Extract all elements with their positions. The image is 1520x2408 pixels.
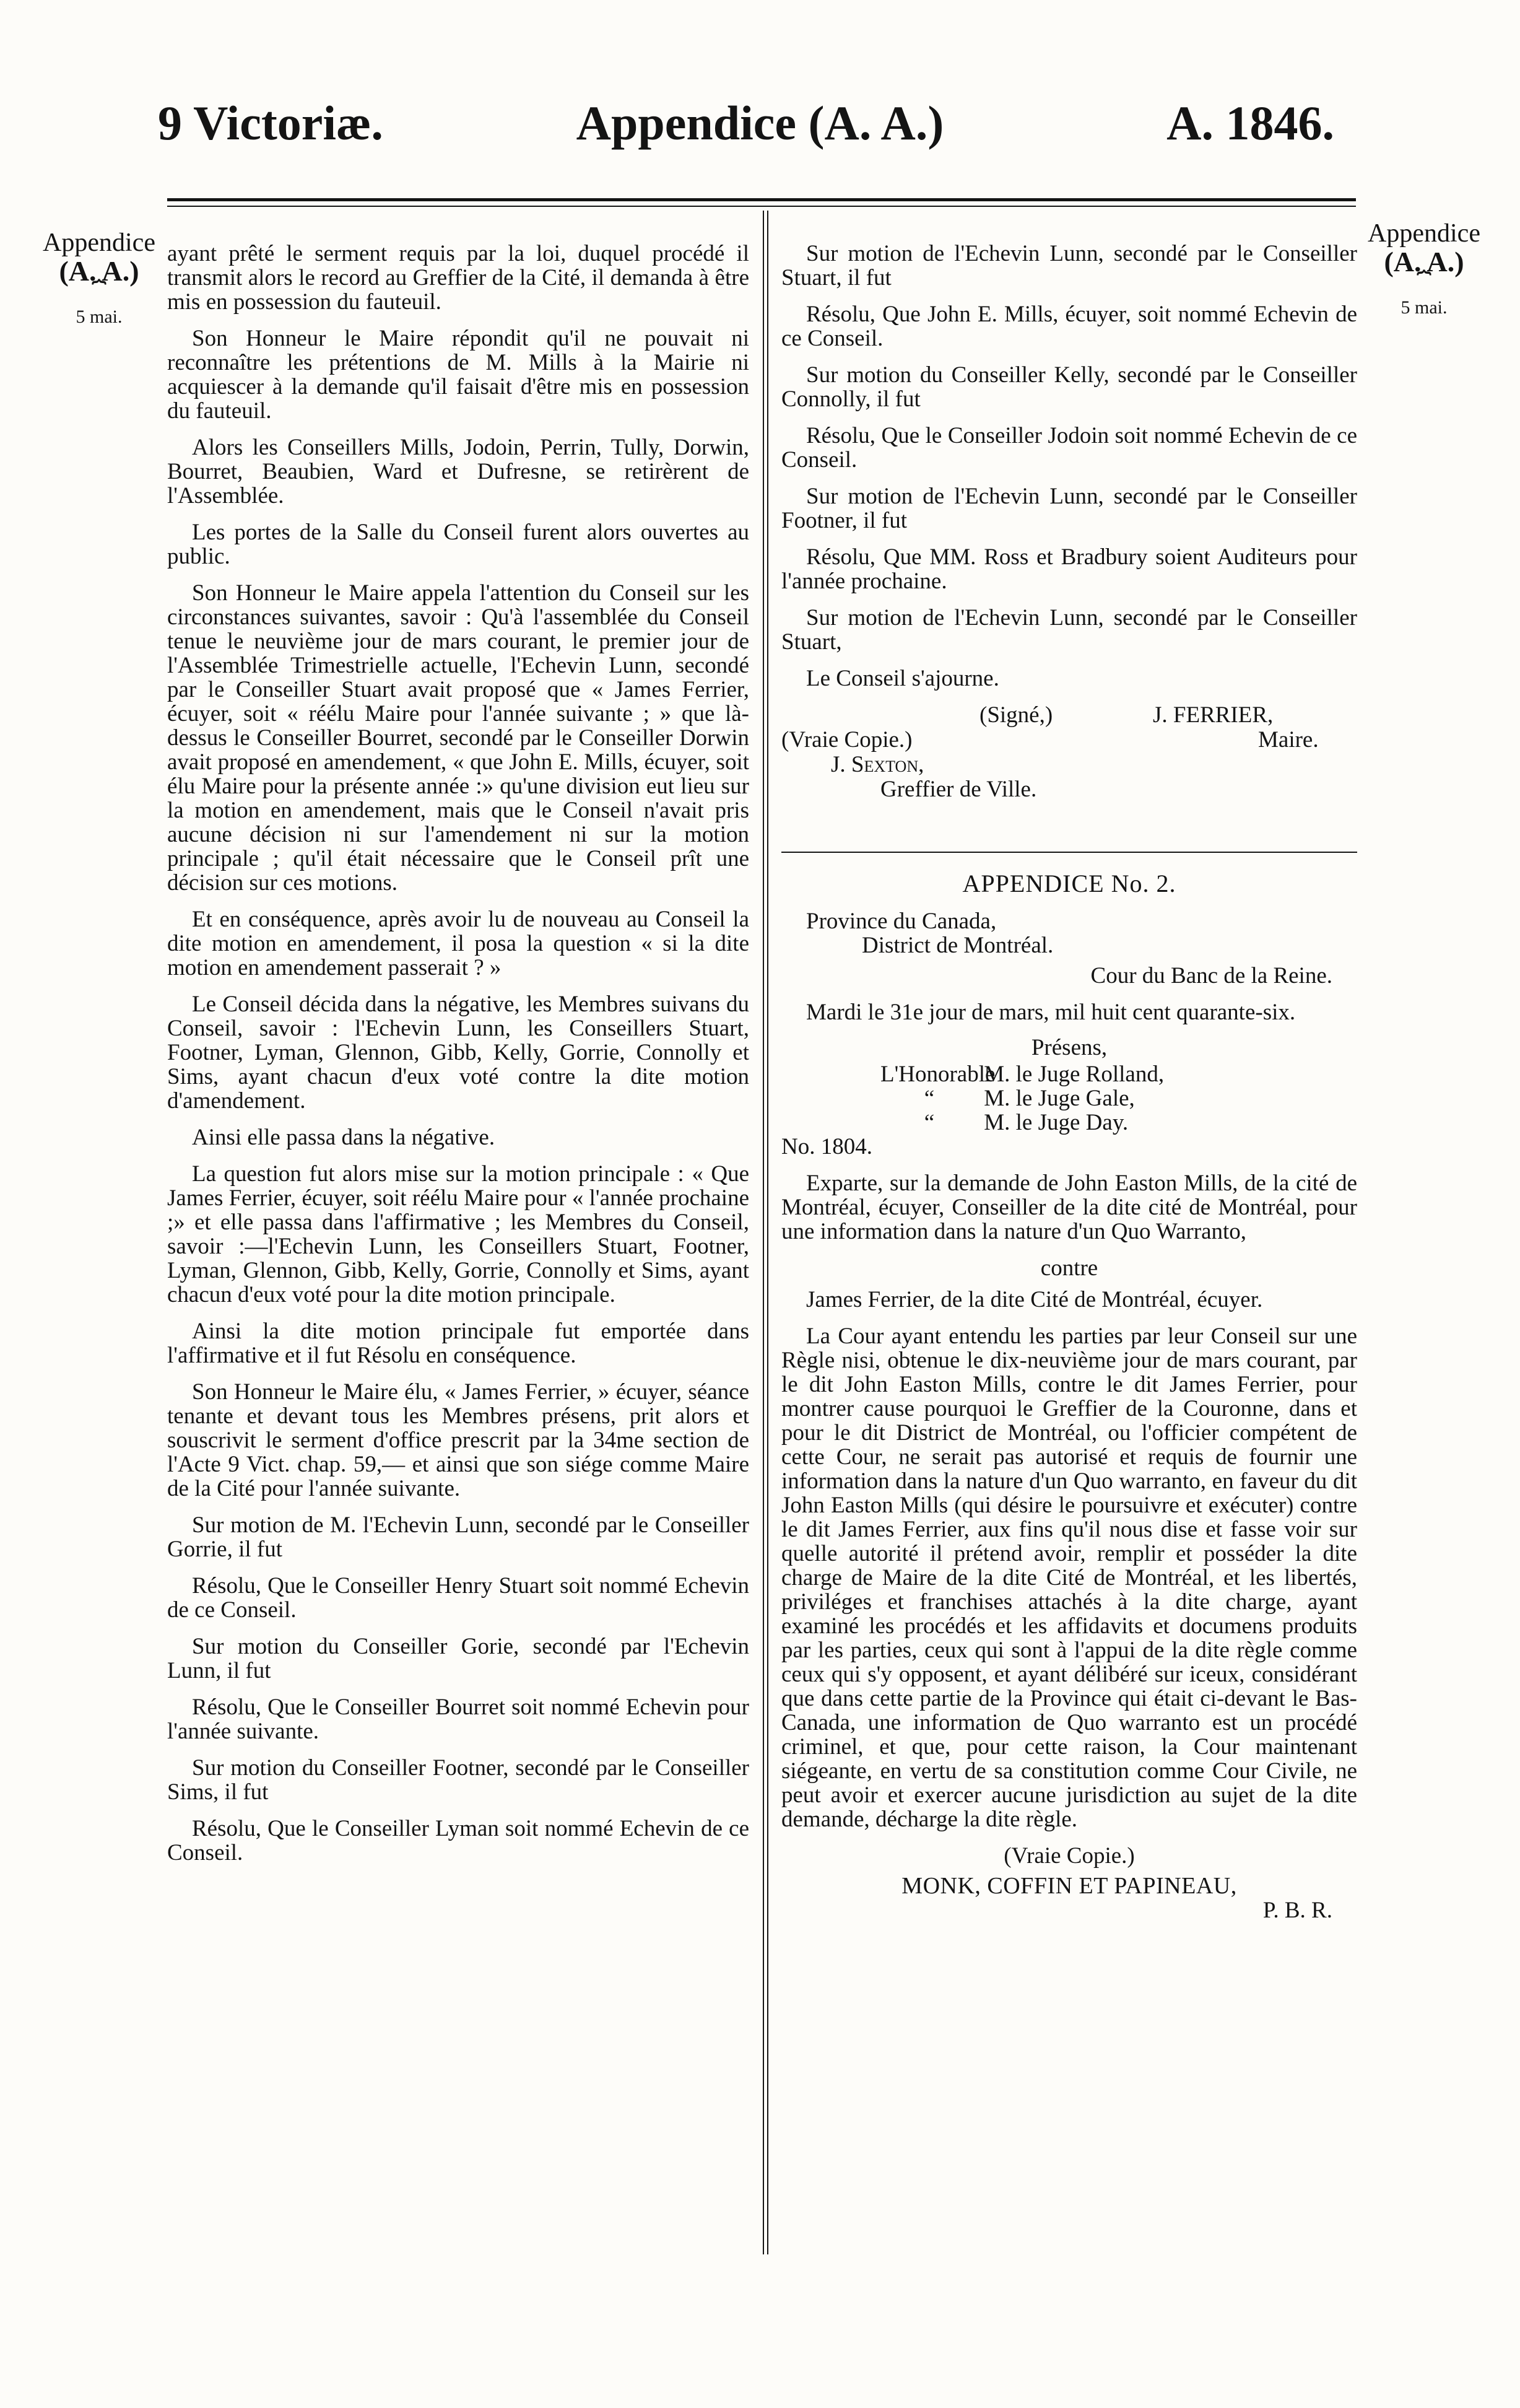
paragraph: ayant prêté le serment requis par la loi, duquel procédé il transmit alors le record au Greffier de la Cité, il demanda à être mis en possession du fauteuil. — [167, 241, 749, 315]
signer-name: J. FERRIER, — [1153, 702, 1274, 728]
margin-note-right-code: (A. A.) — [1384, 246, 1464, 278]
margin-note-right-date: 5 mai. — [1401, 297, 1448, 318]
true-copy-note-2: (Vraie Copie.) — [1004, 1843, 1135, 1869]
judge-name: M. le Juge Day. — [984, 1110, 1129, 1135]
judges-list — [880, 1062, 1357, 1135]
header-year: A. 1846. — [1166, 96, 1334, 150]
judge-prefix: “ — [924, 1110, 935, 1135]
margin-note-left — [31, 229, 167, 327]
paragraph: Résolu, Que le Conseiller Lyman soit nommé Echevin de ce Conseil. — [167, 1816, 749, 1865]
paragraph: Sur motion de M. l'Echevin Lunn, secondé par le Conseiller Gorrie, il fut — [167, 1512, 749, 1562]
paragraph: Sur motion du Conseiller Footner, secondé par le Conseiller Sims, il fut — [167, 1755, 749, 1805]
true-copy-note: (Vraie Copie.) — [781, 727, 913, 752]
right-column — [781, 242, 1357, 1922]
margin-note-right — [1353, 220, 1495, 318]
judge-name: M. le Juge Gale, — [984, 1086, 1135, 1111]
paragraph: Résolu, Que le Conseiller Jodoin soit nommé Echevin de ce Conseil. — [781, 423, 1357, 473]
paragraph: Son Honneur le Maire élu, « James Ferrier, » écuyer, séance tenante et devant tous les Membres présens, prit alors et souscrivit le serment d'office prescrit par la 34me section de l'Acte 9 Vict. chap. 59,— et ainsi que son siége comme Maire de la Cité pour l'année suivante. — [167, 1379, 749, 1501]
paragraph: Ainsi elle passa dans la négative. — [192, 1125, 495, 1150]
margin-note-left-date: 5 mai. — [76, 307, 123, 328]
column-divider — [763, 211, 769, 2254]
case-number: No. 1804. — [781, 1134, 872, 1159]
paragraph: Et en conséquence, après avoir lu de nouveau au Conseil la dite motion en amendement, il posa la question « si la dite motion en amendement passerait ? » — [167, 907, 749, 980]
header-rule-thin — [167, 206, 1356, 207]
paragraph: Alors les Conseillers Mills, Jodoin, Perrin, Tully, Dorwin, Bourret, Beaubien, Ward et Dufresne, se retirèrent de l'Assemblée. — [167, 435, 749, 508]
province-line: Province du Canada, — [806, 909, 997, 934]
paragraph: Résolu, Que le Conseiller Bourret soit nommé Echevin pour l'année suivante. — [167, 1695, 749, 1744]
court-name: Cour du Banc de la Reine. — [1090, 963, 1332, 988]
paragraph: Sur motion de l'Echevin Lunn, secondé par le Conseiller Footner, il fut — [781, 484, 1357, 533]
sitting-date: Mardi le 31e jour de mars, mil huit cent quarante-six. — [806, 1000, 1296, 1025]
contre-line: contre — [1040, 1255, 1098, 1281]
paragraph: Son Honneur le Maire répondit qu'il ne pouvait ni reconnaître les prétentions de M. Mills à la Mairie ni acquiescer à la demande qu'il faisait d'être mis en possession du fauteuil. — [167, 326, 749, 424]
header-session: 9 Victoriæ. — [158, 96, 383, 150]
paragraph: Ainsi la dite motion principale fut emportée dans l'affirmative et il fut Résolu en conséquence. — [167, 1319, 749, 1368]
margin-note-right-label: Appendice — [1368, 219, 1480, 248]
judge-line — [880, 1086, 1357, 1110]
margin-note-left-code: (A. A.) — [59, 255, 139, 287]
margin-brace-right: ⏞ — [1417, 270, 1431, 299]
signed-mark: (Signé,) — [979, 702, 1053, 728]
paragraph: Résolu, Que John E. Mills, écuyer, soit nommé Echevin de ce Conseil. — [781, 302, 1357, 351]
section-rule — [781, 852, 1357, 853]
appendix-title: APPENDICE No. 2. — [962, 870, 1176, 897]
judge-line — [880, 1110, 1357, 1135]
left-column — [167, 242, 749, 1877]
signer-title: Maire. — [1258, 727, 1319, 752]
margin-note-left-label: Appendice — [43, 229, 155, 257]
paragraph: Sur motion du Conseiller Kelly, secondé par le Conseiller Connolly, il fut — [781, 362, 1357, 412]
header-rule-thick — [167, 198, 1356, 201]
paragraph: Son Honneur le Maire appela l'attention du Conseil sur les circonstances suivantes, savoir : Qu'à l'assemblée du Conseil tenue le neuvième jour de mars courant, le premier jour de l'Assemblée Trimestrielle actuelle, l'Echevin Lunn, secondé par le Conseiller Stuart avait proposé que « James Ferrier, écuyer, soit « réélu Maire pour l'année suivante ; » que là-dessus le Conseiller Bourret, secondé par le Conseiller Dorwin avait proposé en amendement, « que John E. Mills, écuyer, soit élu Maire pour la présente année :» qu'une division eut lieu sur la motion en amendement, mais que le Conseil n'avait pris aucune décision ni sur l'amendement ni sur la motion principale ; qu'il était nécessaire que le Conseil prît une décision sur ces motions. — [167, 580, 749, 896]
judgment-paragraph: La Cour ayant entendu les parties par leur Conseil sur une Règle nisi, obtenue le dix-neuvième jour de mars courant, par le dit John Easton Mills, contre le dit James Ferrier, pour montrer cause pourquoi le Greffier de la Couronne, dans et pour le dit District de Montréal, ou l'officier compétent de cette Cour, ne serait pas autorisé et requis de fournir une information dans la nature d'un Quo warranto, en faveur du dit John Easton Mills (qui désire le poursuivre et exécuter) contre le dit James Ferrier, aux fins qu'il nous dise et fasse voir sur quelle autorité il prétend avoir, remplir et posséder la dite charge de Maire de la dite Cité de Montréal, et les libertés, priviléges et franchises attachés à la dite charge, ayant examiné les procédés et les affidavits et documens produits par les parties, ceux qui sont à l'appui de la dite règle comme ceux qui s'y opposent, et ayant délibéré sur iceux, considérant que dans cette partie de la Province qui était ci-devant le Bas-Canada, une information de Quo warranto est un procédé criminel, et que, pour cette raison, la Cour maintenant siégeante, en vertu de sa constitution comme Cour Civile, ne peut avoir et exercer aucune jurisdiction au sujet de la dite demande, décharge la dite règle. — [781, 1324, 1357, 1832]
court-signers: MONK, COFFIN ET PAPINEAU, — [901, 1873, 1237, 1899]
paragraph: Les portes de la Salle du Conseil furent alors ouvertes au public. — [167, 520, 749, 569]
judge-name: M. le Juge Rolland, — [984, 1062, 1165, 1087]
paragraph: Sur motion de l'Echevin Lunn, secondé par le Conseiller Stuart, il fut — [781, 241, 1357, 290]
judge-prefix: L'Honorable — [880, 1062, 996, 1087]
judge-line — [880, 1062, 1357, 1086]
court-signers-title: P. B. R. — [1262, 1898, 1332, 1923]
defendant-line: James Ferrier, de la dite Cité de Montréal, écuyer. — [806, 1287, 1263, 1312]
judge-prefix: “ — [924, 1086, 935, 1111]
clerk-title: Greffier de Ville. — [880, 777, 1037, 802]
paragraph: Résolu, Que MM. Ross et Bradbury soient Auditeurs pour l'année prochaine. — [781, 544, 1357, 594]
paragraph: Sur motion de l'Echevin Lunn, secondé par le Conseiller Stuart, — [781, 605, 1357, 655]
paragraph: Sur motion du Conseiller Gorie, secondé par l'Echevin Lunn, il fut — [167, 1634, 749, 1683]
paragraph: La question fut alors mise sur la motion principale : « Que James Ferrier, écuyer, soit réélu Maire pour « l'année prochaine ;» et elle passa dans l'affirmative ; les Membres du Conseil, savoir :—l'Echevin Lunn, les Conseillers Stuart, Footner, Lyman, Glennon, Gibb, Kelly, Gorrie, Connolly et Sims, ayant chacun d'eux voté pour la dite motion principale. — [167, 1161, 749, 1307]
clerk-name: J. Sexton, — [831, 752, 924, 777]
signature-block — [781, 703, 1357, 827]
exparte-paragraph: Exparte, sur la demande de John Easton Mills, de la cité de Montréal, écuyer, Conseiller de la dite cité de Montréal, pour une information dans la nature d'un Quo Warranto, — [781, 1171, 1357, 1244]
paragraph: Résolu, Que le Conseiller Henry Stuart soit nommé Echevin de ce Conseil. — [167, 1573, 749, 1623]
presens-label: Présens, — [1031, 1035, 1108, 1060]
header-appendix: Appendice (A. A.) — [576, 96, 944, 150]
paragraph: Le Conseil décida dans la négative, les Membres suivans du Conseil, savoir : l'Echevin Lunn, les Conseillers Stuart, Footner, Lyman, Glennon, Gibb, Kelly, Gorrie, Connolly et Sims, ayant chacun d'eux voté contre la dite motion d'amendement. — [167, 992, 749, 1114]
district-line: District de Montréal. — [862, 933, 1054, 958]
margin-brace-left: ⏞ — [92, 279, 106, 308]
paragraph: Le Conseil s'ajourne. — [806, 666, 999, 691]
